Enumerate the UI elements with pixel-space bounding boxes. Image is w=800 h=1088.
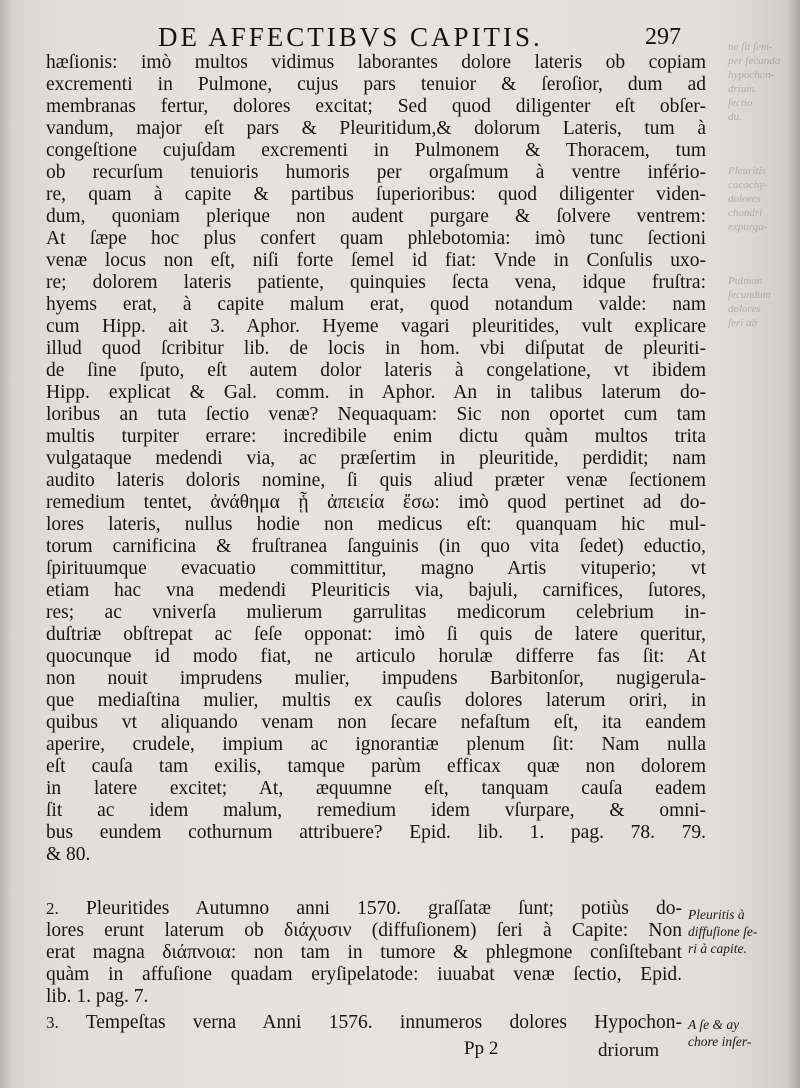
text-line: multis turpiter errare: incredibile enim dictu quàm multos trita xyxy=(46,426,706,447)
ghost-note-line: hypochon- xyxy=(728,69,775,81)
text-line: At ſæpe hoc plus confert quam phlebotomia: imò tunc ſectioni xyxy=(46,228,706,249)
paragraph-number: 3. xyxy=(46,1013,59,1032)
ghost-note-group xyxy=(728,164,800,234)
text-line: ſpirituumque evacuatio committitur, magno Artis vituperio; vt xyxy=(46,558,706,579)
text-line: in latere excitet; At, æquumne eſt, tanquam cauſa eadem xyxy=(46,778,706,799)
text-line xyxy=(46,898,682,920)
text-line: loribus an tuta ſectio venæ? Nequaquam: Sic non oportet cum tam xyxy=(46,404,706,425)
text-line: hæſionis: imò multos vidimus laborantes dolore lateris ob copiam xyxy=(46,52,706,73)
numbered-paragraph-2 xyxy=(46,898,682,1008)
running-title: DE AFFECTIBVS CAPITIS. xyxy=(158,22,543,52)
ghost-note-line: per ſecanda xyxy=(728,55,781,67)
page-footer xyxy=(0,1036,800,1076)
ghost-note-group xyxy=(728,274,800,330)
text-line-content: Pleuritides Autumno anni 1570. graſſatæ ſunt; potiùs do- xyxy=(85,898,683,919)
ghost-note-line: dolores xyxy=(728,193,761,205)
text-line: aperire, crudele, impium ac ignorantiæ plenum ſit: Nam nulla xyxy=(46,734,706,755)
text-line: res; ac vniverſa mulierum garrulitas medicorum celebrium in- xyxy=(46,602,706,623)
text-line: re, quam à capite & partibus ſuperioribus: quod diligenter viden- xyxy=(46,184,706,205)
margin-note-line: chore inſer- xyxy=(688,1034,752,1049)
ghost-note-line: du. xyxy=(728,111,742,123)
text-line: quàm in affuſione quadam eryſipelatode: iuuabat venæ ſectio, Epid. xyxy=(46,964,682,985)
text-line: re; dolorem lateris patiente, quinquies ſecta vena, idque fruſtra: xyxy=(46,272,706,293)
text-line: erat magna διάπνοια: non tam in tumore & phlegmone conſiſtebant xyxy=(46,942,682,963)
text-line: vandum, major eſt pars & Pleuritidum,& dolorum Lateris, tum à xyxy=(46,118,706,139)
main-paragraph xyxy=(46,52,706,866)
margin-note-line: diffuſione ſe- xyxy=(688,924,758,939)
text-line: bus eundem cothurnum attribuere? Epid. lib. 1. pag. 78. 79. xyxy=(46,822,706,843)
text-line: & 80. xyxy=(46,844,91,865)
ghost-note-line: chondri xyxy=(728,207,763,219)
text-line: etiam hac vna medendi Pleuriticis via, bajuli, carnifices, ſutores, xyxy=(46,580,706,601)
bleed-through-margin-notes xyxy=(728,40,800,370)
text-line: audito lateris doloris nomine, ſi quis aliud præter venæ ſectionem xyxy=(46,470,706,491)
text-line: congeſtione cujuſdam excrementi in Pulmonem & Thoracem, tum xyxy=(46,140,706,161)
margin-note-line: Pleuritis à xyxy=(688,907,745,922)
text-line: de ſine ſputo, eſt autem dolor lateris à congelatione, vt ibidem xyxy=(46,360,706,381)
text-line: Hipp. explicat & Gal. comm. in Aphor. An in talibus laterum do- xyxy=(46,382,706,403)
ghost-note-group xyxy=(728,40,800,124)
ghost-note-line: expurga- xyxy=(728,221,768,233)
text-line: torum carnificina & fruſtranea ſanguinis (in quo vita ſedet) eductio, xyxy=(46,536,706,557)
text-line: remedium tentet, ἀνάθημα ᾗ ἀπειεία ἔσω: imò quod pertinet ad do- xyxy=(46,492,706,513)
text-line: venæ locus non eſt, niſi forte ſemel id fiat: Vnde in Conſulis uxo- xyxy=(46,250,706,271)
text-line-content: Tempeſtas verna Anni 1576. innumeros dolores Hypochon- xyxy=(85,1012,682,1033)
margin-note-pleuritis xyxy=(688,906,798,957)
page-header xyxy=(0,20,800,56)
ghost-note-line: drium. xyxy=(728,83,758,95)
text-line: hyems erat, à capite malum erat, quod notandum valde: nam xyxy=(46,294,706,315)
text-line: cum Hipp. ait 3. Aphor. Hyeme vagari pleuritides, vult explicare xyxy=(46,316,706,337)
ghost-note-line: cacochy- xyxy=(728,179,768,191)
text-line: que mediaſtina mulier, multis ex cauſis dolores laterum oriri, in xyxy=(46,690,706,711)
margin-note-line: A ſe & ay xyxy=(688,1017,740,1032)
text-line: ſit ac idem malum, remedium idem vſurpare, & omni- xyxy=(46,800,706,821)
text-line: excrementi in Pulmone, cujus pars tenuior & ſeroſior, dum ad xyxy=(46,74,706,95)
ghost-note-line: ſeri ab xyxy=(728,317,758,329)
catchword: driorum xyxy=(598,1040,660,1061)
ghost-note-line: ſectio xyxy=(728,97,753,109)
paragraph-number: 2. xyxy=(46,899,59,918)
text-line: quocunque id modo fiat, ne articulo horulæ differre fas ſit: At xyxy=(46,646,706,667)
text-line: duſtriæ obſtrepat ac ſeſe opponat: imò ſi quis de latere queritur, xyxy=(46,624,706,645)
signature-mark: Pp 2 xyxy=(464,1038,499,1059)
text-line: lores lateris, nullus hodie non medicus eſt: quanquam hic mul- xyxy=(46,514,706,535)
text-line: quibus vt aliquando venam non ſecare nefaſtum eſt, ita eandem xyxy=(46,712,706,733)
numbered-paragraph-3 xyxy=(46,1012,682,1034)
page-left-edge-shadow xyxy=(0,0,14,1088)
text-line: vulgataque medendi via, ac præſertim in pleuritide, perdidit; nam xyxy=(46,448,706,469)
text-line: membranas fertur, dolores excitat; Sed quod diligenter eſt obſer- xyxy=(46,96,706,117)
text-line: dum, quoniam plerique non audent purgare & ſolvere ventrem: xyxy=(46,206,706,227)
text-line: illud quod ſcribitur lib. de locis in hom. vbi diſputat de pleuriti- xyxy=(46,338,706,359)
margin-note-line: ri à capite. xyxy=(688,941,747,956)
text-line xyxy=(46,1012,682,1034)
ghost-note-line: dolores xyxy=(728,303,761,315)
text-line: lores erunt laterum ob διάχυσιν (diffuſionem) ſeri à Capite: Non xyxy=(46,920,682,941)
ghost-note-line: Pulmon xyxy=(728,275,763,287)
text-line: lib. 1. pag. 7. xyxy=(46,986,149,1007)
ghost-note-line: ſecundum xyxy=(728,289,771,301)
text-line: non nouit imprudens mulier, impudens Barbitonſor, nugigerula- xyxy=(46,668,706,689)
text-line: ob recurſum tenuioris humoris per orgaſmum à ventre infério- xyxy=(46,162,706,183)
text-line: eſt cauſa tam exilis, tamque parùm efficax quæ non dolorem xyxy=(46,756,706,777)
ghost-note-line: ne ſit ſem- xyxy=(728,41,773,53)
ghost-note-line: Pleuritis xyxy=(728,165,766,177)
page-number: 297 xyxy=(645,24,681,50)
